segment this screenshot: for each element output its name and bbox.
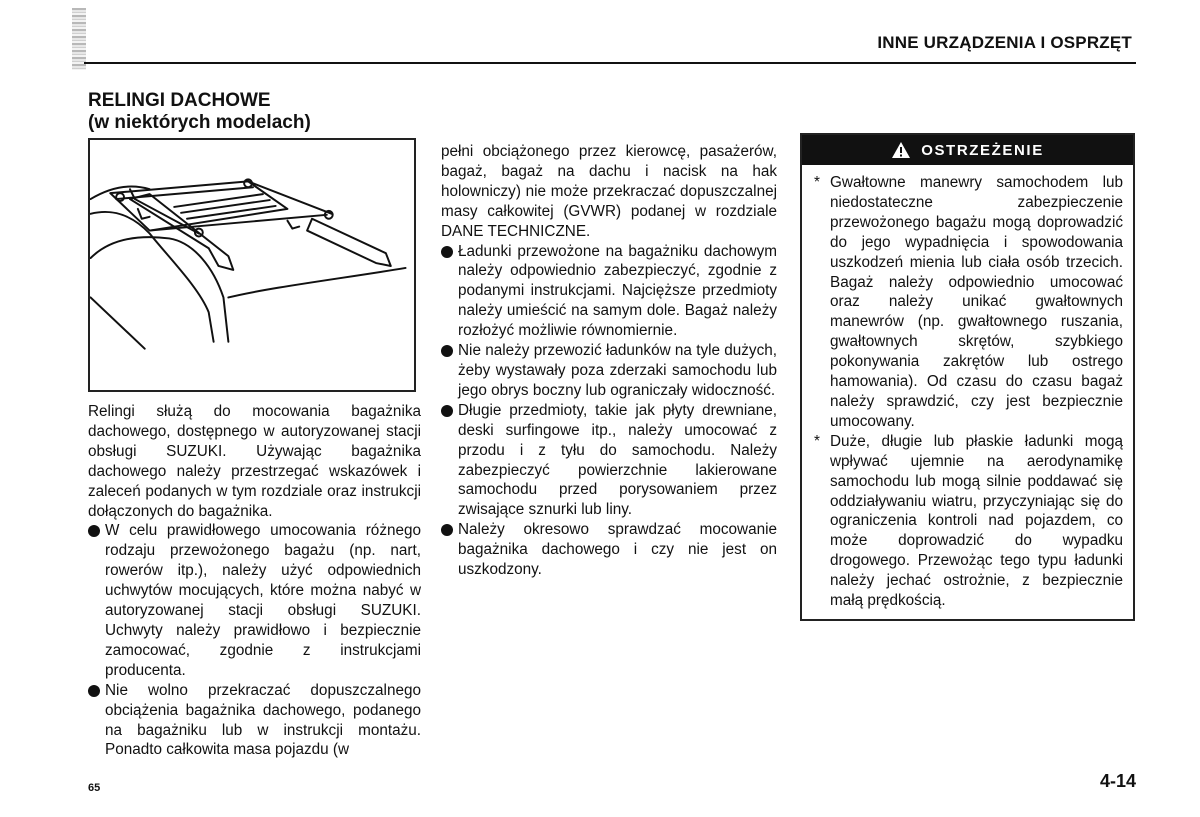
- warning-triangle-icon: [891, 141, 911, 159]
- middle-column: [441, 142, 777, 580]
- section-title: [88, 90, 311, 134]
- warning-list: [802, 165, 1133, 611]
- section-title-sub: (w niektórych modelach): [88, 112, 311, 133]
- chapter-header: INNE URZĄDZENIA I OSPRZĘT: [877, 33, 1132, 52]
- bullet-item: Nie wolno przekraczać dopuszczalnego obciążenia bagażnika dachowego, podanego na bagażniku lub w instrukcji montażu. Ponadto całkowita masa pojazdu (w: [88, 681, 421, 761]
- scan-page-number: 65: [88, 782, 101, 794]
- left-column: [88, 402, 421, 760]
- middle-bullet-list: [441, 242, 777, 580]
- page-number: 4-14: [1099, 771, 1136, 791]
- bullet-item: Ładunki przewożone na bagażniku dachowym należy odpowiednio zabezpieczyć, zgodnie z podanymi instrukcjami. Najcięższe przedmioty należy umieścić na samym dole. Bagaż należy rozłożyć możliwie równomiernie.: [441, 242, 777, 342]
- header-divider: [84, 62, 1136, 64]
- bullet-item: Nie należy przewozić ładunków na tyle dużych, żeby wystawały poza zderzaki samochodu lub jego obrys boczny lub ograniczały widoczność.: [441, 341, 777, 401]
- bullet-item: W celu prawidłowego umocowania różnego rodzaju przewożonego bagażu (np. nart, rowerów itp.), należy użyć odpowiednich uchwytów mocujących, które można nabyć w autoryzowanej stacji obsługi SUZUKI. Uchwyty należy prawidłowo i bezpiecznie zamocować, zgodnie z instrukcjami producenta.: [88, 521, 421, 680]
- warning-label: OSTRZEŻENIE: [921, 141, 1044, 159]
- roof-rack-illustration: [88, 138, 416, 392]
- continuation-paragraph: pełni obciążonego przez kierowcę, pasażerów, bagaż, bagaż na dachu i nacisk na hak holowniczy) nie może przekraczać dopuszczalnej masy całkowitej (GVWR) podanej w rozdziale DANE TECHNICZNE.: [441, 143, 777, 240]
- intro-paragraph: Relingi służą do mocowania bagażnika dachowego, dostępnego w autoryzowanej stacji obsługi SUZUKI. Używając bagażnika dachowego należy przestrzegać wskazówek i zaleceń podanych w tym rozdziale oraz instrukcji dołączonych do bagażnika.: [88, 403, 421, 520]
- section-title-main: RELINGI DACHOWE: [88, 90, 271, 111]
- scan-edge-artifact: [72, 8, 86, 70]
- warning-item: * Duże, długie lub płaskie ładunki mogą wpływać ujemnie na aerodynamikę samochodu lub mogą silnie poddawać się oddziaływaniu wiatru, przyczyniając się do ograniczenia kontroli nad pojazdem, co może doprowadzić do wypadku drogowego. Przewożąc tego typu ładunki należy jechać ostrożnie, z bezpiecznie małą prędkością.: [812, 432, 1123, 611]
- left-bullet-list: [88, 521, 421, 760]
- warning-item: * Gwałtowne manewry samochodem lub niedostateczne zabezpieczenie przewożonego bagażu mogą doprowadzić do jego wypadnięcia i spowodowania uszkodzeń mienia lub ciała osób trzecich. Bagaż należy odpowiednio umocować oraz należy unikać gwałtownych manewrów (np. gwałtownego ruszania, gwałtownych skrętów, szybkiego pokonywania zakrętów lub ostrego hamowania). Od czasu do czasu bagaż należy sprawdzić, czy jest bezpiecznie umocowany.: [812, 173, 1123, 432]
- bullet-item: Długie przedmioty, takie jak płyty drewniane, deski surfingowe itp., należy umocować z przodu i z tyłu do samochodu. Należy zabezpieczyć powierzchnie lakierowane samochodu przed porysowaniem przez zwisające sznurki lub liny.: [441, 401, 777, 520]
- warning-header: [802, 135, 1133, 165]
- warning-box: [800, 133, 1135, 621]
- roof-rack-drawing-icon: [90, 140, 414, 390]
- bullet-item: Należy okresowo sprawdzać mocowanie bagażnika dachowego i czy nie jest on uszkodzony.: [441, 520, 777, 580]
